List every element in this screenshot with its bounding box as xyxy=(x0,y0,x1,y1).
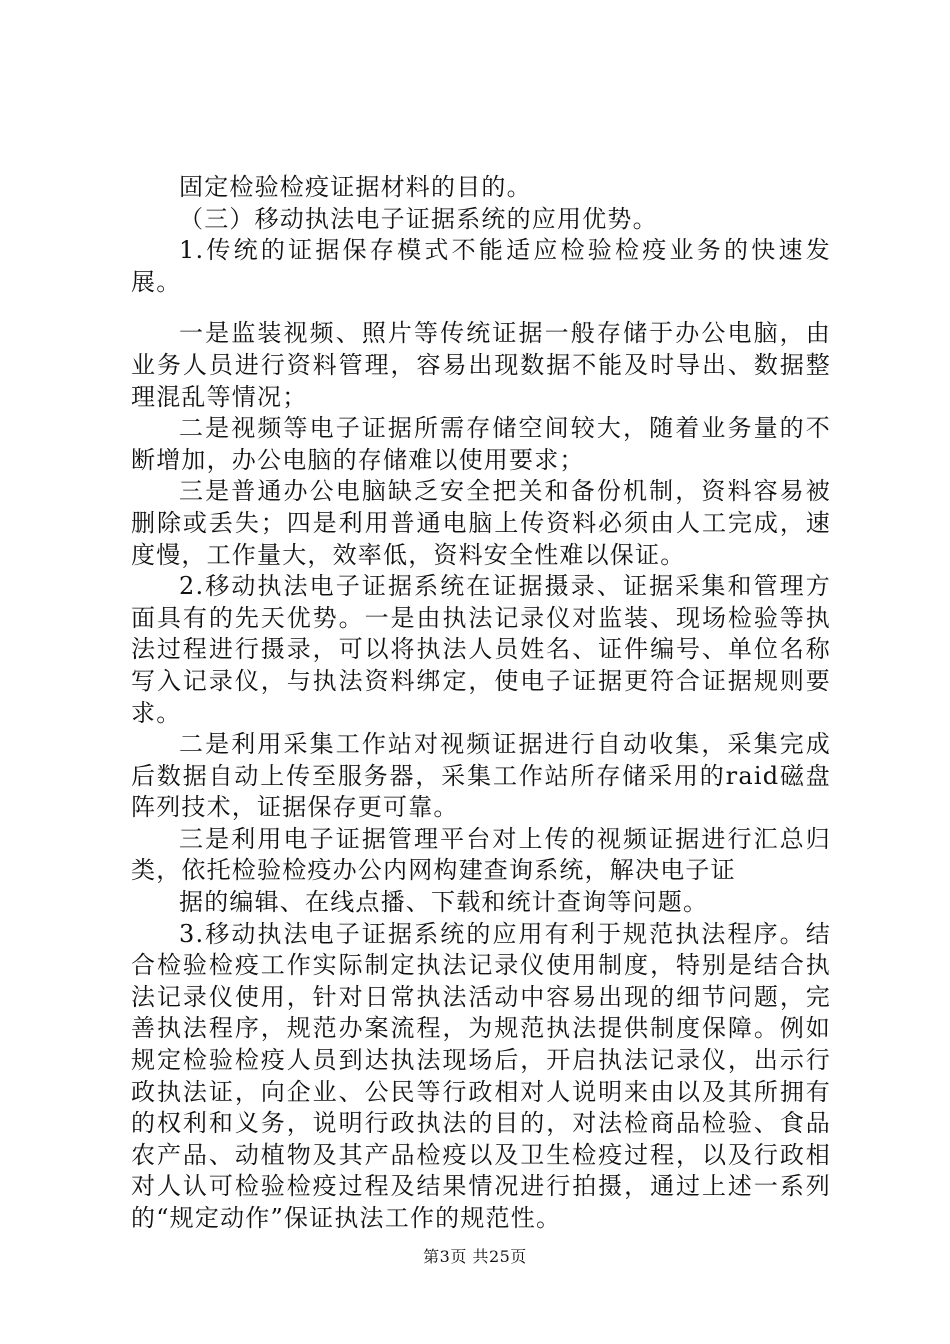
paragraph-10: 据的编辑、在线点播、下载和统计查询等问题。 xyxy=(179,888,709,917)
page-number-footer: 第3页 共25页 xyxy=(423,1247,527,1266)
paragraph-4: 一是监装视频、照片等传统证据一般存储于办公电脑，由业务人员进行资料管理，容易出现数据不能及时导出、数据整理混乱等情况； xyxy=(131,319,831,411)
paragraph-3: 1.传统的证据保存模式不能适应检验检疫业务的快速发展。 xyxy=(131,236,831,296)
paragraph-5: 二是视频等电子证据所需存储空间较大，随着业务量的不断增加，办公电脑的存储难以使用要求； xyxy=(131,414,831,474)
document-body xyxy=(131,172,831,1235)
paragraph-2: （三）移动执法电子证据系统的应用优势。 xyxy=(179,204,658,233)
paragraph-7: 2.移动执法电子证据系统在证据摄录、证据采集和管理方面具有的先天优势。一是由执法记录仪对监装、现场检验等执法过程进行摄录，可以将执法人员姓名、证件编号、单位名称写入记录仪，与执法资料绑定，使电子证据更符合证据规则要求。 xyxy=(131,572,831,727)
paragraph-9: 三是利用电子证据管理平台对上传的视频证据进行汇总归类，依托检验检疫办公内网构建查询系统，解决电子证 xyxy=(131,824,831,885)
paragraph-6: 三是普通办公电脑缺乏安全把关和备份机制，资料容易被删除或丢失；四是利用普通电脑上传资料必须由人工完成，速度慢，工作量大，效率低，资料安全性难以保证。 xyxy=(131,477,831,569)
paragraph-1: 固定检验检疫证据材料的目的。 xyxy=(179,173,532,201)
paragraph-8: 二是利用采集工作站对视频证据进行自动收集，采集完成后数据自动上传至服务器，采集工作站所存储采用的raid磁盘阵列技术，证据保存更可靠。 xyxy=(131,730,831,822)
paragraph-11: 3.移动执法电子证据系统的应用有利于规范执法程序。结合检验检疫工作实际制定执法记录仪使用制度，特别是结合执法记录仪使用，针对日常执法活动中容易出现的细节问题，完善执法程序，规范办案流程，为规范执法提供制度保障。例如规定检验检疫人员到达执法现场后，开启执法记录仪，出示行政执法证，向企业、公民等行政相对人说明来由以及其所拥有的权利和义务，说明行政执法的目的，对法检商品检验、食品农产品、动植物及其产品检疫以及卫生检疫过程，以及行政相对人认可检验检疫过程及结果情况进行拍摄，通过上述一系列的“规定动作”保证执法工作的规范性。 xyxy=(131,919,831,1232)
